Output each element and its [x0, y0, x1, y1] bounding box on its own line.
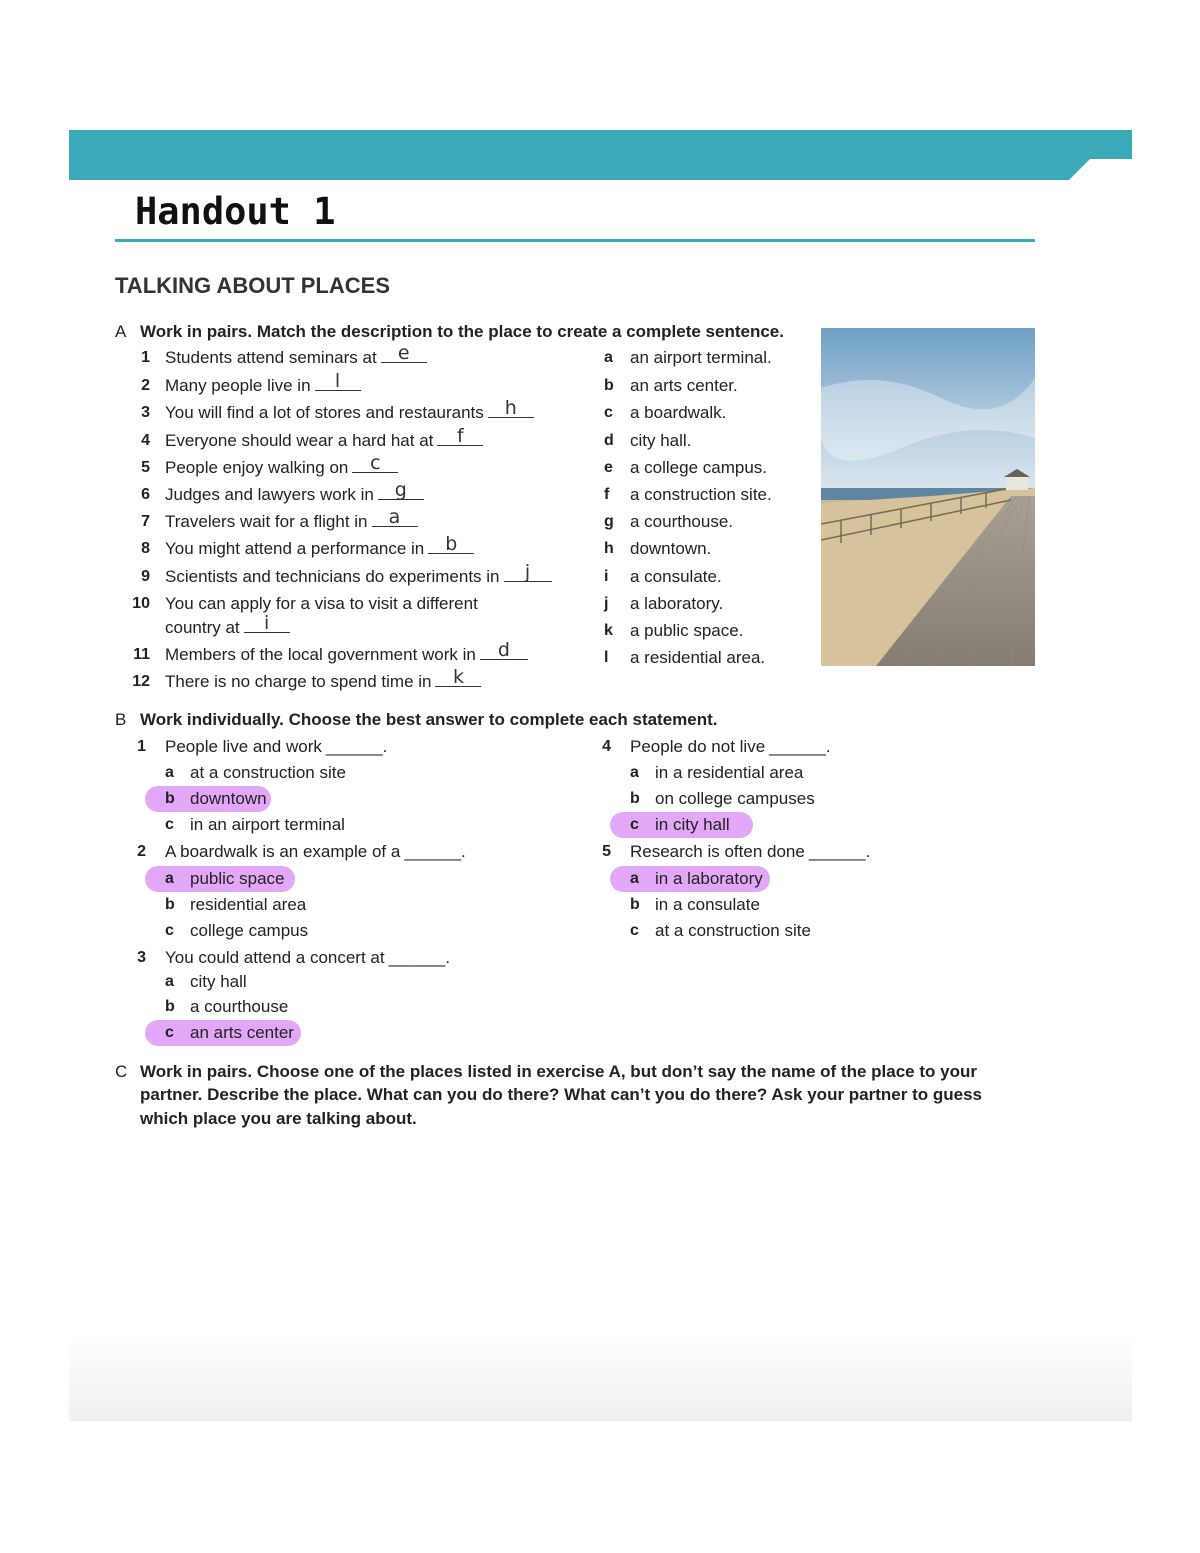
handwritten-answer: h [504, 397, 517, 419]
stem-period: . [382, 737, 388, 756]
option-text: a boardwalk. [630, 403, 727, 422]
stem-period: . [825, 737, 831, 756]
header-band [69, 130, 1132, 180]
option-letter: b [604, 377, 614, 394]
choice-option[interactable]: in a residential area [655, 763, 804, 782]
item-text: Judges and lawyers work in [165, 485, 374, 504]
choice-letter[interactable]: b [165, 998, 175, 1015]
item-text: country at [165, 618, 240, 637]
section-heading: TALKING ABOUT PLACES [115, 273, 390, 298]
item-text: You might attend a performance in [165, 539, 425, 558]
choice-letter[interactable]: b [165, 896, 175, 913]
item-number: 3 [141, 404, 150, 421]
exercise-c-letter: C [115, 1062, 128, 1081]
item-number: 12 [132, 673, 150, 690]
answer-blank[interactable] [315, 370, 361, 392]
choice-letter[interactable]: a [630, 870, 639, 887]
exercise-c-line-3: which place you are talking about. [140, 1109, 417, 1128]
stem-period: . [461, 842, 466, 861]
match-item [165, 594, 478, 614]
option-text: an arts center. [630, 376, 738, 395]
option-text: city hall. [630, 431, 692, 450]
option-letter: d [604, 432, 614, 449]
item-number: 10 [132, 595, 150, 612]
option-letter: i [604, 568, 609, 585]
answer-blank[interactable] [504, 561, 552, 583]
handwritten-answer: f [457, 425, 464, 447]
exercise-a-instruction: Work in pairs. Match the description to the place to create a complete sentence. [140, 322, 784, 341]
choice-letter[interactable]: b [165, 790, 175, 807]
item-number: 9 [141, 568, 150, 585]
answer-blank: ______ [388, 948, 446, 967]
choice-letter[interactable]: b [630, 896, 640, 913]
option-text: an airport terminal. [630, 348, 772, 367]
choice-letter[interactable]: a [165, 870, 174, 887]
question-number: 1 [137, 738, 146, 755]
choice-letter[interactable]: c [630, 816, 639, 833]
option-letter: h [604, 540, 614, 557]
option-letter: g [604, 513, 614, 530]
answer-blank[interactable] [352, 452, 398, 474]
stem-text: Research is often done [630, 842, 805, 861]
choice-letter[interactable]: c [165, 816, 174, 833]
item-text: Members of the local government work in [165, 645, 476, 664]
stem-text: A boardwalk is an example of a [165, 842, 401, 861]
question-stem [630, 737, 831, 757]
item-number: 6 [141, 486, 150, 503]
item-number: 5 [141, 459, 150, 476]
item-number: 1 [141, 349, 150, 366]
question-number: 4 [602, 738, 611, 755]
item-text: There is no charge to spend time in [165, 672, 432, 691]
choice-letter[interactable]: a [630, 764, 639, 781]
handwritten-answer: g [394, 479, 407, 501]
selected-choice[interactable]: in city hall [655, 815, 730, 834]
question-stem [165, 842, 466, 862]
answer-blank[interactable] [488, 397, 534, 419]
selected-choice[interactable]: an arts center [190, 1023, 294, 1042]
answer-blank: ______ [325, 737, 383, 756]
question-stem [165, 948, 450, 968]
stem-text: People live and work [165, 737, 322, 756]
answer-blank: ______ [404, 842, 462, 861]
option-letter: k [604, 622, 613, 639]
title-divider [115, 239, 1035, 242]
answer-blank[interactable] [435, 666, 481, 688]
selected-choice[interactable]: in a laboratory [655, 869, 763, 888]
choice-option[interactable]: on college campuses [655, 789, 815, 808]
choice-letter[interactable]: a [165, 973, 174, 990]
match-item [165, 639, 528, 665]
choice-option[interactable]: in an airport terminal [190, 815, 345, 834]
choice-letter[interactable]: c [165, 1024, 174, 1041]
stem-period: . [445, 948, 451, 967]
choice-option[interactable]: in a consulate [655, 895, 760, 914]
answer-blank[interactable] [244, 612, 290, 634]
match-item [165, 533, 474, 559]
selected-choice[interactable]: downtown [190, 789, 267, 808]
option-text: downtown. [630, 539, 712, 558]
item-number: 11 [133, 646, 150, 663]
answer-blank: ______ [769, 737, 826, 756]
answer-blank: ______ [808, 842, 866, 861]
item-text: Everyone should wear a hard hat at [165, 431, 434, 450]
question-number: 3 [137, 949, 146, 966]
stem-text: You could attend a concert at [165, 948, 385, 967]
page-title: Handout 1 [135, 190, 336, 233]
answer-blank[interactable] [437, 425, 483, 447]
item-number: 2 [141, 377, 150, 394]
option-text: a residential area. [630, 648, 766, 667]
answer-blank[interactable] [480, 639, 528, 661]
stem-text: People do not live [630, 737, 766, 756]
option-text: a college campus. [630, 458, 768, 477]
option-text: a courthouse. [630, 512, 734, 531]
choice-option[interactable]: residential area [190, 895, 307, 914]
item-text: Travelers wait for a flight in [165, 512, 368, 531]
question-number: 2 [137, 843, 146, 860]
choice-letter[interactable]: c [165, 922, 174, 939]
option-text: a consulate. [630, 567, 722, 586]
choice-letter[interactable]: a [165, 764, 174, 781]
match-item-continued [165, 612, 290, 638]
match-item [165, 452, 398, 478]
handwritten-answer: a [388, 506, 401, 528]
choice-letter[interactable]: b [630, 790, 640, 807]
selected-choice[interactable]: public space [190, 869, 285, 888]
item-number: 7 [141, 513, 150, 530]
item-text: Many people live in [165, 376, 311, 395]
choice-option[interactable]: college campus [190, 921, 309, 940]
choice-letter[interactable]: c [630, 922, 639, 939]
option-text: a construction site. [630, 485, 772, 504]
item-text: You will find a lot of stores and restaurants [165, 403, 484, 422]
handwritten-answer: b [445, 533, 458, 555]
handwritten-answer: k [452, 666, 464, 688]
exercise-b-instruction: Work individually. Choose the best answer to complete each statement. [140, 710, 718, 729]
item-number: 8 [141, 540, 150, 557]
choice-option[interactable]: at a construction site [655, 921, 811, 940]
exercise-a-letter: A [115, 322, 127, 341]
question-stem [165, 737, 387, 757]
handwritten-answer: d [497, 639, 510, 661]
item-text: Students attend seminars at [165, 348, 377, 367]
option-letter: a [604, 349, 613, 366]
option-letter: j [604, 595, 609, 612]
handwritten-answer: c [370, 452, 381, 474]
stem-period: . [865, 842, 871, 861]
answer-blank[interactable] [378, 479, 424, 501]
option-letter: l [604, 649, 609, 666]
match-item [165, 479, 424, 505]
match-item [165, 506, 418, 532]
option-letter: e [604, 459, 613, 476]
answer-blank[interactable] [381, 342, 427, 364]
boardwalk-photo [821, 328, 1035, 666]
answer-blank[interactable] [372, 506, 418, 528]
handwritten-answer: j [524, 561, 531, 583]
answer-blank[interactable] [428, 533, 474, 555]
choice-option[interactable]: a courthouse [190, 997, 289, 1016]
choice-option[interactable]: at a construction site [190, 763, 346, 782]
item-number: 4 [141, 432, 150, 449]
question-number: 5 [602, 843, 611, 860]
choice-option[interactable]: city hall [190, 972, 247, 991]
exercise-c-line-2: partner. Describe the place. What can you do there? What can’t you do there? Ask your partner to guess [140, 1085, 982, 1104]
match-item [165, 397, 534, 423]
option-letter: f [604, 486, 610, 503]
option-letter: c [604, 404, 613, 421]
handwritten-answer: i [264, 612, 270, 634]
handwritten-answer: e [397, 342, 410, 364]
match-item [165, 342, 427, 368]
handwritten-answer: l [334, 370, 341, 392]
match-item [165, 666, 481, 692]
item-text: You can apply for a visa to visit a different [165, 594, 478, 613]
option-text: a public space. [630, 621, 744, 640]
item-text: Scientists and technicians do experiments in [165, 567, 500, 586]
match-item [165, 561, 552, 587]
item-text: People enjoy walking on [165, 458, 349, 477]
option-text: a laboratory. [630, 594, 724, 613]
match-item [165, 370, 361, 396]
exercise-b-letter: B [115, 710, 127, 729]
question-stem [630, 842, 870, 862]
match-item [165, 425, 483, 451]
exercise-c-line-1: Work in pairs. Choose one of the places listed in exercise A, but don’t say the name of the place to your [140, 1062, 977, 1081]
